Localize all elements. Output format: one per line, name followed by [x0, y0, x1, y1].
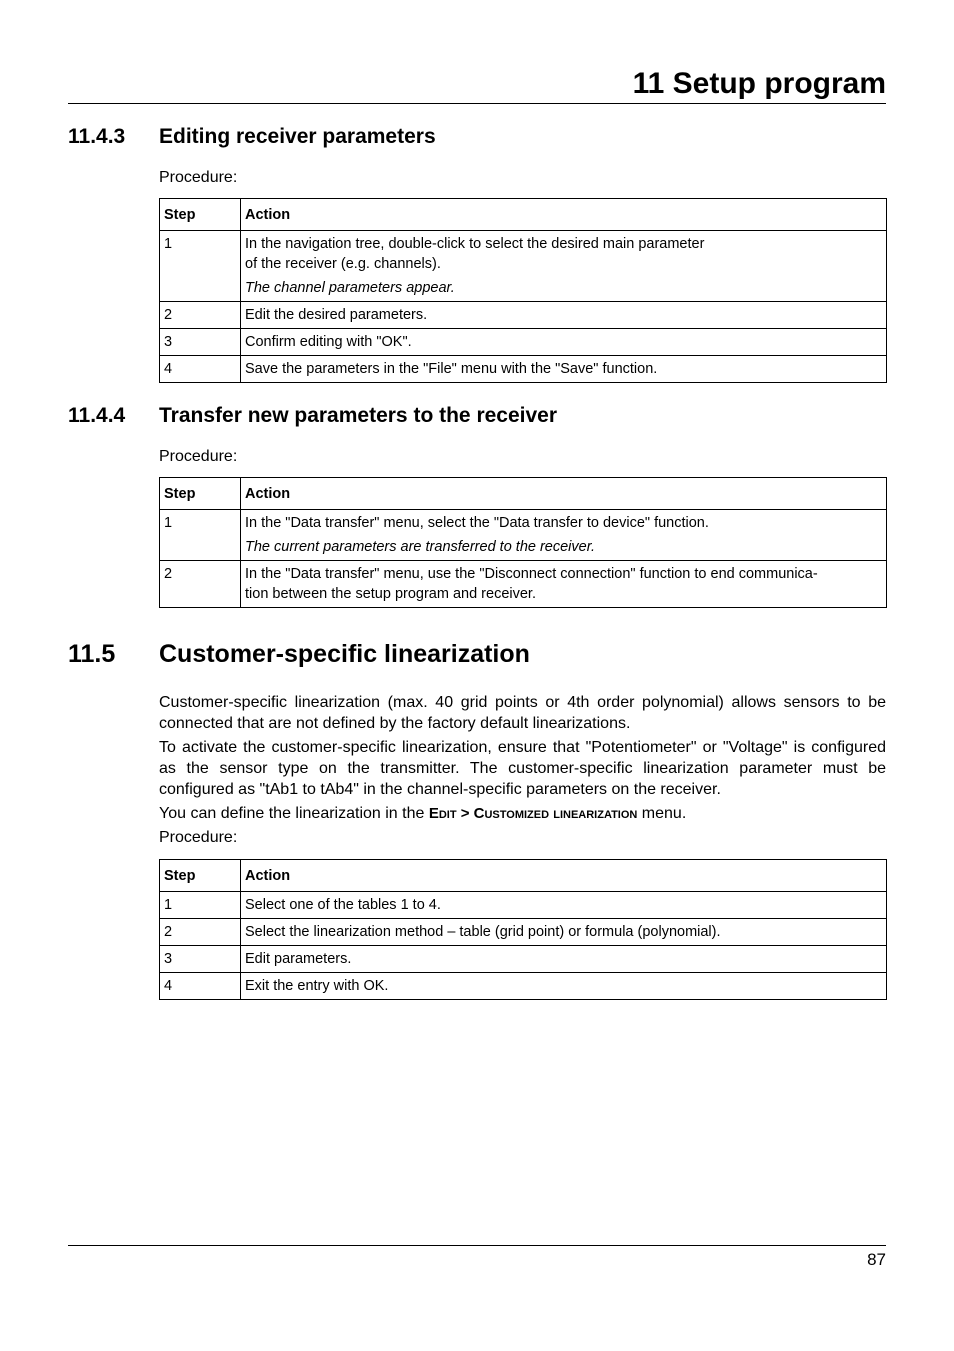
step-number: 3: [160, 946, 241, 973]
table-header-row: [160, 199, 887, 231]
step-number: 1: [160, 892, 241, 919]
header-rule: [68, 103, 886, 104]
section-number: 11.4.3: [68, 125, 126, 148]
action-text: Save the parameters in the "File" menu with the "Save" function.: [245, 361, 658, 377]
action-text: In the navigation tree, double-click to select the desired main parameter: [245, 236, 705, 252]
action-text: Select the linearization method – table (grid point) or formula (polynomial).: [245, 924, 721, 940]
table-header-row: [160, 860, 887, 892]
procedure-table-linearization: [159, 859, 887, 1000]
table-header-row: [160, 478, 887, 510]
section-title: Customer-specific linearization: [159, 640, 530, 668]
chapter-title: 11 Setup program: [632, 67, 886, 100]
step-number: 4: [160, 973, 241, 1000]
table-row: [160, 919, 887, 946]
paragraph: To activate the customer-specific linearization, ensure that "Potentiometer" or "Voltage" is configured as the sensor type on the transmitter. The customer-specific linearization parameter must be configured as "tAb1 to tAb4" in the channel-specific parameters on the receiver.: [159, 739, 886, 798]
table-row: [160, 561, 887, 608]
step-action: [241, 561, 887, 608]
paragraph-menu-path: [159, 803, 886, 824]
column-header-action: Action: [241, 199, 887, 231]
step-action: [241, 510, 887, 561]
section-title: Editing receiver parameters: [159, 125, 436, 148]
step-action: [241, 919, 887, 946]
footer-rule: [68, 1245, 886, 1246]
step-action: [241, 302, 887, 329]
section-number: 11.4.4: [68, 404, 126, 427]
procedure-table-transfer: [159, 477, 887, 608]
table-row: [160, 946, 887, 973]
column-header-action: Action: [241, 860, 887, 892]
step-action: [241, 329, 887, 356]
action-text: In the "Data transfer" menu, select the "Data transfer to device" function.: [245, 515, 709, 531]
action-text: tion between the setup program and receiver.: [245, 586, 536, 602]
action-text: of the receiver (e.g. channels).: [245, 256, 441, 272]
paragraph: Customer-specific linearization (max. 40 grid points or 4th order polynomial) allows sensors to be connected that are not defined by the factory default linearizations.: [159, 694, 886, 732]
procedure-label: Procedure:: [159, 169, 238, 186]
step-action: [241, 973, 887, 1000]
section-title: Transfer new parameters to the receiver: [159, 404, 558, 427]
step-action: [241, 356, 887, 383]
table-row: [160, 356, 887, 383]
section-number: 11.5: [68, 640, 116, 668]
table-row: [160, 510, 887, 561]
section-heading-11-4-4: [68, 403, 886, 429]
procedure-label: Procedure:: [159, 448, 238, 465]
column-header-action: Action: [241, 478, 887, 510]
step-number: 3: [160, 329, 241, 356]
step-action: [241, 231, 887, 302]
action-text: Edit the desired parameters.: [245, 307, 428, 323]
step-action: [241, 892, 887, 919]
step-number: 2: [160, 919, 241, 946]
action-text: In the "Data transfer" menu, use the "Disconnect connection" function to end communica-: [245, 566, 818, 582]
table-row: [160, 329, 887, 356]
step-number: 2: [160, 561, 241, 608]
action-text: Exit the entry with OK.: [245, 978, 389, 994]
action-result-note: The channel parameters appear.: [245, 280, 455, 296]
column-header-step: Step: [160, 199, 241, 231]
procedure-table-editing: [159, 198, 887, 383]
step-action: [241, 946, 887, 973]
action-text: Select one of the tables 1 to 4.: [245, 897, 441, 913]
action-result-note: The current parameters are transferred to the receiver.: [245, 539, 596, 555]
section-heading-11-5: [68, 639, 886, 669]
step-number: 4: [160, 356, 241, 383]
column-header-step: Step: [160, 478, 241, 510]
paragraph-text: You can define the linearization in the: [159, 805, 429, 822]
column-header-step: Step: [160, 860, 241, 892]
step-number: 1: [160, 510, 241, 561]
section-heading-11-4-3: [68, 124, 886, 150]
step-number: 1: [160, 231, 241, 302]
page-number: 87: [867, 1250, 886, 1269]
action-text: Confirm editing with "OK".: [245, 334, 412, 350]
table-row: [160, 231, 887, 302]
table-row: [160, 892, 887, 919]
step-number: 2: [160, 302, 241, 329]
action-text: Edit parameters.: [245, 951, 352, 967]
menu-path: Edit > Customized linearization: [428, 805, 638, 822]
paragraph-text: menu.: [637, 805, 687, 822]
procedure-label: Procedure:: [159, 829, 238, 846]
table-row: [160, 973, 887, 1000]
table-row: [160, 302, 887, 329]
